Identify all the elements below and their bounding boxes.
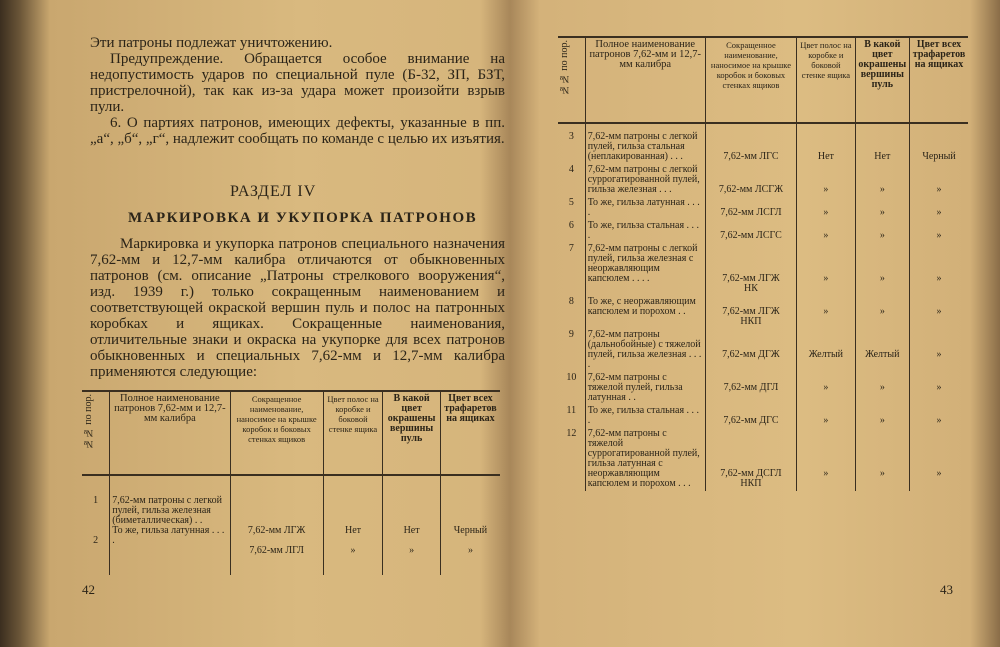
table-row	[558, 405, 968, 428]
paragraph-destroy: Эти патроны подлежат уничтожению.	[90, 35, 333, 51]
cell-short: 7,62-мм ЛГС	[705, 123, 796, 164]
cell-n: 8	[558, 296, 585, 329]
cell-short: 7,62-мм ЛСГЛ	[705, 197, 796, 220]
page-number-right: 43	[940, 582, 953, 597]
table-row	[558, 220, 968, 243]
cell-tip: »	[855, 243, 909, 296]
cell-stripe: »	[797, 428, 856, 491]
col-num-header: №№ по пор.	[82, 391, 110, 475]
cell-tip: »	[855, 405, 909, 428]
cell-stripe: Нет	[797, 123, 856, 164]
col-stripe-header: Цвет полос на коробке и боковой стенке ящика	[323, 391, 383, 475]
cell-tip: »	[855, 164, 909, 197]
cell-stencil: »	[936, 273, 942, 284]
cell-stripe: »	[797, 164, 856, 197]
cell-stencil: »	[936, 230, 942, 241]
cell-tip: Желтый	[855, 329, 909, 372]
table-row	[558, 243, 968, 296]
cell-name: То же, с неоржавляющим капсюлем и порохом . .	[585, 296, 705, 329]
cell-tip: »	[855, 428, 909, 491]
cell-n: 6	[558, 220, 585, 243]
cell-stripe: Желтый	[797, 329, 856, 372]
page-number-left: 42	[82, 582, 95, 597]
table-row	[558, 123, 968, 164]
table-row: 1 2 7,62-мм патроны с легкой пулей, гильза железная (биметаллическая) . . То же, гильза латунная . . . . 7,62-мм ЛГЖ 7,62-мм ЛГЛ Нет » Нет » Черный »	[82, 475, 500, 575]
cell-name: 7,62-мм патроны с легкой суррогатированной пулей, гильза железная . . .	[585, 164, 705, 197]
cell-short: 7,62-мм ДГС	[705, 405, 796, 428]
cell-name: 7,62-мм патроны с легкой пулей, гильза стальная (неплакированная) . . .	[585, 123, 705, 164]
cell-n: 10	[558, 372, 585, 405]
table-row	[558, 329, 968, 372]
cell-stencil: »	[936, 349, 942, 360]
cell-stripe: »	[797, 372, 856, 405]
cell-stripe: »	[797, 296, 856, 329]
cell-n: 12	[558, 428, 585, 491]
cell-name: То же, гильза латунная . . . .	[585, 197, 705, 220]
table-row	[558, 197, 968, 220]
left-page	[30, 0, 505, 647]
marking-table-right: №№ по пор. Полное наименование патронов 7,62-мм и 12,7-мм калибра Сокращенное наименование, наносимое на крышке коробок и боковых стенках ящиков Цвет полос на коробке и боковой стенке ящика В какой цвет окрашены вершины пуль Цвет всех трафаретов на ящиках 3 7,62-мм патроны с легкой пулей, гильза стальная (неплакированная) . . . 7,62-мм ЛГС Нет Нет Черный 4 7,62-мм патроны с легкой суррогатированной пулей, гильза железная . . . 7,62-мм ЛСГЖ » » » 5 То же, гильза латунная . . . . 7,62-мм ЛСГЛ » » » 6 То же, гильза стальная . . . . 7,62-мм ЛСГС » » » 7 7,62-мм патроны с легкой пулей, гильза железная с неоржавляющим капсюлем . . . . 7,62-мм ЛГЖ НК » » » 8 То же, с неоржавляющим капсюлем и порохом . . 7,62-мм ЛГЖ НКП » » » 9 7,62-мм патроны (дальнобойные) с тяжелой пулей, гильза железная . . . . 7,62-мм ДГЖ Желтый Желтый » 10 7,62-мм патроны с тяжелой пулей, гильза латунная . . 7,62-мм ДГЛ » » » 11 То же, гильза стальная . . . . 7,62-мм ДГС » » » 12 7,62-мм патроны с тяжелой суррогатированной пулей, гильза латунная с неоржавляющим капсюлем и порохом . . . 7,62-мм ДСГЛ НКП » » »	[558, 36, 968, 491]
table-row	[558, 296, 968, 329]
marking-table-left	[82, 390, 500, 575]
cell-stencil: »	[936, 207, 942, 218]
section-number: РАЗДЕЛ IV	[230, 183, 317, 200]
col-tip-header: В какой цвет окрашены вершины пуль	[383, 391, 441, 475]
cell-n: 7	[558, 243, 585, 296]
cell-short: 7,62-мм ДГЛ	[705, 372, 796, 405]
right-page	[520, 0, 990, 647]
cell-n: 5	[558, 197, 585, 220]
cell-short: 7,62-мм ДСГЛ НКП	[705, 428, 796, 491]
cell-stripe: »	[797, 405, 856, 428]
cell-short: 7,62-мм ЛГЖ НК	[705, 243, 796, 296]
cell-name: 7,62-мм патроны с тяжелой суррогатированной пулей, гильза латунная с неоржавляющим капсюлем и порохом . . .	[585, 428, 705, 491]
col-stencil-header: Цвет всех трафаретов на ящиках	[440, 391, 500, 475]
cell-short: 7,62-мм ДГЖ	[705, 329, 796, 372]
cell-short: 7,62-мм ЛГЖ НКП	[705, 296, 796, 329]
paragraph-defects: 6. О партиях патронов, имеющих дефекты, указанные в пп. „а“, „б“, „г“, надлежит сообщать по команде с целью их изъятия.	[90, 115, 505, 147]
cell-name: 7,62-мм патроны с легкой пулей, гильза железная с неоржавляющим капсюлем . . . .	[585, 243, 705, 296]
table-row	[558, 428, 968, 491]
cell-name: 7,62-мм патроны (дальнобойные) с тяжелой пулей, гильза железная . . . .	[585, 329, 705, 372]
cell-tip: »	[855, 220, 909, 243]
cell-tip: »	[855, 372, 909, 405]
cell-stencil: »	[936, 382, 942, 393]
cell-stencil: »	[936, 415, 942, 426]
col-name-header: Полное наименование патронов 7,62-мм и 12,7-мм калибра	[110, 391, 230, 475]
cell-stripe: »	[797, 220, 856, 243]
cell-n: 11	[558, 405, 585, 428]
paragraph-marking: Маркировка и укупорка патронов специального назначения 7,62-мм и 12,7-мм калибра отличаются от обыкновенных патронов (см. описание „Патроны стрелкового вооружения“, изд. 1939 г.) только сокращенным наименованием и соответствующей окраской вершин пуль и полос на патронных коробках и ящиках. Сокращенные наименования, отличительные знаки и окраска на укупорке для всех патронов обыкновенных и специальных 7,62-мм и 12,7-мм калибра применяются следующие:	[90, 236, 505, 380]
cell-stencil: Черный	[922, 151, 956, 162]
paragraph-warning: Предупреждение. Обращается особое внимание на недопустимость ударов по специальной пуле (Б-32, ЗП, БЗТ, пристрелочной), так как из-за удара может произойти взрыв пули.	[90, 51, 505, 115]
cell-stencil: »	[936, 306, 942, 317]
cell-name: То же, гильза стальная . . . .	[585, 220, 705, 243]
cell-stripe: »	[797, 197, 856, 220]
cell-short: 7,62-мм ЛСГЖ	[705, 164, 796, 197]
section-title: МАРКИРОВКА И УКУПОРКА ПАТРОНОВ	[128, 210, 478, 226]
cell-n: 3	[558, 123, 585, 164]
cell-stencil: »	[936, 184, 942, 195]
cell-n: 4	[558, 164, 585, 197]
cell-n: 9	[558, 329, 585, 372]
cell-tip: »	[855, 296, 909, 329]
cell-stencil: »	[936, 468, 942, 479]
cell-name: 7,62-мм патроны с тяжелой пулей, гильза латунная . .	[585, 372, 705, 405]
table-row	[558, 164, 968, 197]
cell-name: То же, гильза стальная . . . .	[585, 405, 705, 428]
cell-tip: »	[855, 197, 909, 220]
cell-tip: Нет	[855, 123, 909, 164]
cell-short: 7,62-мм ЛСГС	[705, 220, 796, 243]
cell-stripe: »	[797, 243, 856, 296]
table-row	[558, 372, 968, 405]
col-short-header: Сокращенное наименование, наносимое на крышке коробок и боковых стенках ящиков	[230, 391, 323, 475]
